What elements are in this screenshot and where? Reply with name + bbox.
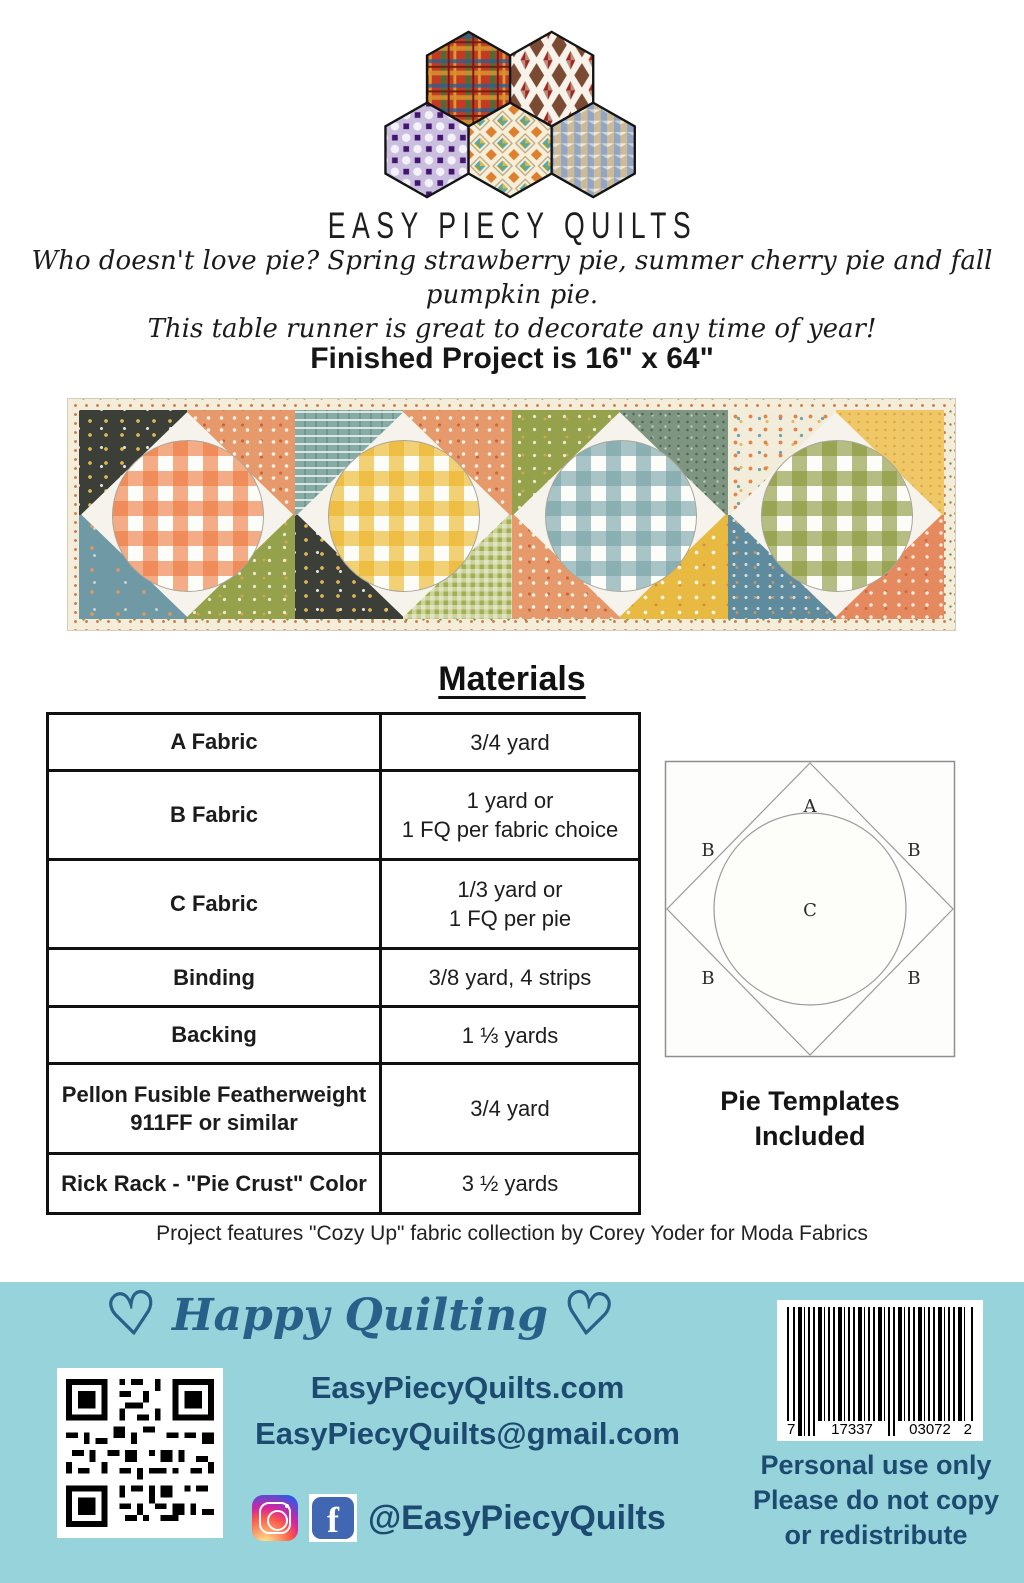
pie-block-1 (79, 410, 295, 619)
material-amount: 3/4 yard (470, 729, 550, 755)
caption-line-2: Included (754, 1121, 866, 1151)
material-amount: 1 FQ per fabric choice (401, 817, 619, 842)
template-label-c: C (803, 900, 817, 921)
material-amount: 1 FQ per pie (448, 906, 572, 931)
barcode-guard-bar (971, 1307, 973, 1436)
material-name: 911FF or similar (130, 1109, 298, 1135)
fabric-credit-line: Project features "Cozy Up" fabric collection by Corey Yoder for Moda Fabrics (156, 1222, 868, 1245)
facebook-icon[interactable] (309, 1494, 357, 1542)
materials-heading-text: Materials (438, 660, 586, 698)
table-row (49, 715, 638, 769)
table-row (49, 1062, 638, 1152)
runner-blocks (79, 410, 944, 619)
pie-templates-caption (664, 1084, 956, 1154)
pie-circle-orange (112, 440, 264, 592)
barcode-bars (787, 1307, 972, 1438)
template-label-b: B (701, 968, 715, 989)
instagram-icon[interactable] (252, 1495, 298, 1541)
template-label-b: B (701, 840, 715, 861)
table-row (49, 858, 638, 947)
materials-heading (0, 660, 1024, 699)
table-row (49, 947, 638, 1005)
material-amount: 1 yard or (466, 788, 554, 813)
hexagon-quilt-logo-icon (383, 30, 641, 200)
material-amount: 1/3 yard or (457, 877, 563, 902)
brand-name: EASY PIECY QUILTS (327, 205, 697, 246)
social-row (252, 1494, 666, 1542)
heart-icon: ♡ (102, 1279, 162, 1350)
material-amount: 3/4 yard (470, 1096, 550, 1121)
intro-line-2: This table runner is great to decorate any time of year! (147, 314, 877, 344)
usage-notice (742, 1448, 1010, 1553)
usage-line-1: Personal use only (760, 1450, 992, 1480)
barcode-guard-bar (787, 1307, 789, 1436)
footer-band (0, 1279, 1024, 1583)
material-name: B Fabric (169, 802, 259, 827)
barcode-digit-group: 03072 (895, 1421, 965, 1438)
usage-line-2: Please do not copy (752, 1485, 1000, 1515)
pie-circle-teal (545, 440, 697, 592)
pie-template-diagram (664, 760, 956, 1063)
happy-quilting-row (0, 1279, 720, 1350)
upc-barcode (777, 1300, 983, 1441)
barcode-digit-group: 7 (784, 1421, 798, 1438)
table-runner-photo (68, 399, 955, 630)
pie-circle-olive (761, 440, 913, 592)
barcode-digits (787, 1420, 972, 1438)
intro-line-1: Who doesn't love pie? Spring strawberry pie, summer cherry pie and fall pumpkin pie. (31, 246, 993, 310)
table-row (49, 769, 638, 858)
materials-table (46, 712, 641, 1215)
barcode-digit-group: 17337 (817, 1421, 887, 1438)
material-amount: 3 ½ yards (461, 1171, 559, 1196)
material-amount: 1 ⅓ yards (461, 1022, 559, 1048)
table-row (49, 1152, 638, 1212)
material-name: Pellon Fusible Featherweight (61, 1081, 367, 1107)
intro-tagline (0, 244, 1024, 346)
happy-quilting-script: Happy Quilting (171, 1289, 549, 1341)
finished-size-heading: Finished Project is 16" x 64" (310, 342, 714, 375)
qr-code (57, 1368, 223, 1538)
barcode-digit-group: 2 (961, 1421, 975, 1438)
material-name: Rick Rack - "Pie Crust" Color (61, 1170, 367, 1196)
usage-line-3: or redistribute (784, 1520, 968, 1550)
qr-code-icon (66, 1377, 214, 1529)
template-label-b: B (907, 840, 921, 861)
website-link[interactable]: EasyPiecyQuilts.com (310, 1370, 625, 1405)
table-row (49, 1005, 638, 1062)
material-name: Backing (171, 1022, 257, 1047)
material-amount: 3/8 yard, 4 strips (428, 965, 592, 990)
pie-block-3 (512, 410, 728, 619)
template-label-b: B (907, 968, 921, 989)
pie-block-2 (295, 410, 511, 619)
brand-logo (0, 30, 1024, 247)
material-name: A Fabric (170, 729, 258, 754)
social-handle[interactable]: @EasyPiecyQuilts (368, 1498, 666, 1537)
material-name: Binding (173, 964, 255, 990)
barcode-guard-bar (880, 1307, 882, 1436)
facebook-f-glyph: f (327, 1500, 339, 1540)
caption-line-1: Pie Templates (720, 1086, 900, 1116)
pie-circle-yellow (328, 440, 480, 592)
pie-block-4 (728, 410, 944, 619)
contact-links (225, 1370, 710, 1452)
email-link[interactable]: EasyPiecyQuilts@gmail.com (255, 1416, 680, 1451)
heart-icon: ♡ (558, 1279, 618, 1350)
template-label-a: A (803, 796, 817, 817)
material-name: C Fabric (169, 891, 259, 916)
